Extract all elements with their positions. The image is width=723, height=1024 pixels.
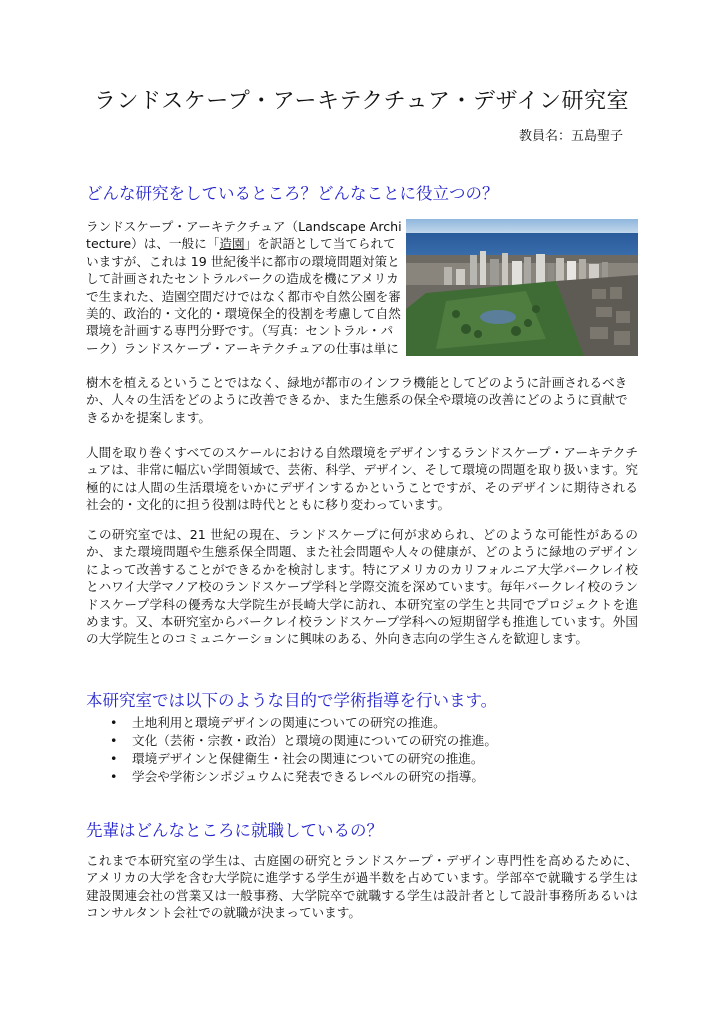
teacher-name: 教員名：五島聖子 xyxy=(518,129,623,144)
paragraph-scope: 人間を取り巻くすべてのスケールにおける自然環境をデザインするランドスケープ・アーキテクチュアは、非常に幅広い学問領域で、芸術、科学、デザイン、そして環境の問題を取り扱います。究極的には人間の生活環境をいかにデザインするかということですが、そのデザインに期待される社会的・文化的に担う役割は時代とともに移り変わっています。 xyxy=(86,445,638,513)
section2-heading: 本研究室では以下のような目的で学術指導を行います。 xyxy=(86,691,498,710)
section1-heading: どんな研究をしているところ？どんなことに役立つの？ xyxy=(86,184,499,203)
list-item-text: 環境デザインと保健衛生・社会の関連についての研究の推進。 xyxy=(132,751,484,766)
list-item xyxy=(104,750,497,768)
intro-text-after: 」を訳語として当てられていますが、これは 19 世紀後半に都市の環境問題対策として計画されたセントラルパークの造成を機にアメリカで生まれた、造園空間だけではなく都市や自然公園を審美的、政治的・文化的・環境保全的役割を考慮して自然環境を計画する専門分野です。（写真：セントラル・パーク）ランドスケープ・アーキテクチュアの仕事は単に xyxy=(86,236,401,356)
paragraph-lab-research: この研究室では、21 世紀の現在、ランドスケープに何が求められ、どのような可能性があるのか、また環境問題や生態系保全問題、また社会問題や人々の健康が、どのように緑地のデザインによって改善することができるかを検討します。特にアメリカのカリフォルニア大学バークレイ校とハワイ大学マノア校のランドスケープ学科と学際交流を深めています。毎年バークレイ校のランドスケープ学科の優秀な大学院生が長崎大学に訪れ、本研究室の学生と共同でプロジェクトを進めます。又、本研究室からバークレイ校ランドスケープ学科への短期留学も推進しています。外国の大学院生とのコミュニケーションに興味のある、外向き志向の学生さんを歓迎します。 xyxy=(86,527,638,647)
list-item xyxy=(104,732,497,750)
bullet-icon: • xyxy=(110,769,118,784)
goals-list xyxy=(104,714,497,786)
list-item-text: 文化（芸術・宗教・政治）と環境の関連についての研究の推進。 xyxy=(132,733,497,748)
list-item-text: 土地利用と環境デザインの関連についての研究の推進。 xyxy=(132,715,446,730)
bullet-icon: • xyxy=(110,715,118,730)
list-item-text: 学会や学術シンポジュウムに発表できるレベルの研究の指導。 xyxy=(132,769,484,784)
list-item xyxy=(104,714,497,732)
bullet-icon: • xyxy=(110,751,118,766)
intro-text-before: ランドスケープ・アーキテクチュア（Landscape Architecture）は、一般に「 xyxy=(86,219,402,252)
section3-heading: 先輩はどんなところに就職しているの？ xyxy=(86,821,383,840)
list-item xyxy=(104,768,497,786)
central-park-photo xyxy=(406,219,638,356)
paragraph-careers: これまで本研究室の学生は、古庭園の研究とランドスケープ・デザイン専門性を高めるために、アメリカの大学を含む大学院に進学する学生が過半数を占めています。学部卒で就職する学生は建設関連会社の営業又は一般事務、大学院卒で就職する学生は設計者として設計事務所あるいはコンサルタント会社での就職が決まっています。 xyxy=(86,853,638,921)
bullet-icon: • xyxy=(110,733,118,748)
intro-underlined-term: 造園 xyxy=(219,236,245,252)
page-title: ランドスケープ・アーキテクチュア・デザイン研究室 xyxy=(94,89,629,114)
intro-paragraph-continued: 樹木を植えるということではなく、緑地が都市のインフラ機能としてどのように計画されるべきか、人々の生活をどのように改善できるか、また生態系の保全や環境の改善にどのように貢献できるかを提案します。 xyxy=(86,375,628,425)
intro-paragraph xyxy=(86,218,404,357)
